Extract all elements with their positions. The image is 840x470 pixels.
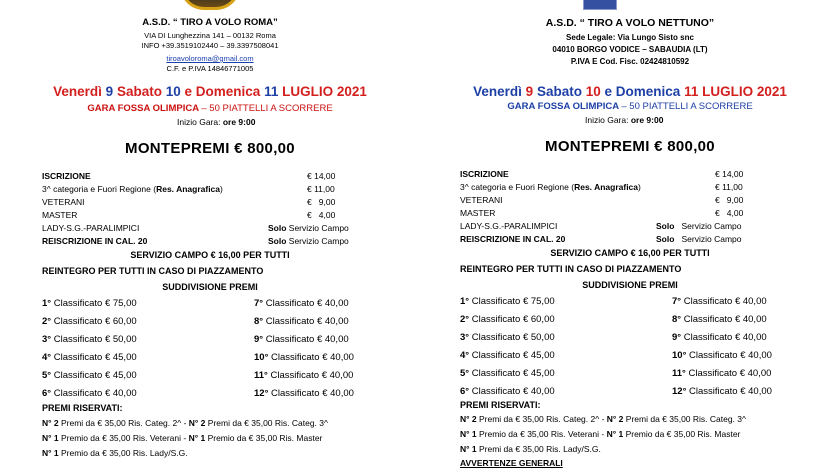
montepremi: MONTEPREMI € 800,00 bbox=[545, 138, 715, 155]
reserved-prize: N° 1 Premi da € 35,00 Ris. Lady/S.G. bbox=[460, 444, 601, 454]
prize-item: 6° Classificato € 40,00 bbox=[42, 388, 137, 399]
org-info: INFO +39.3519102440 – 39.3397508041 bbox=[141, 41, 279, 50]
reiscrizione-value: Solo Servizio Campo bbox=[656, 234, 742, 244]
prize-item: 3° Classificato € 50,00 bbox=[42, 334, 137, 345]
avvertenze-generali: AVVERTENZE GENERALI bbox=[460, 458, 563, 468]
email-link[interactable]: tiroavoloroma@gmail.com bbox=[166, 54, 254, 63]
start-time: Inizio Gara: ore 9:00 bbox=[177, 117, 256, 127]
premi-riservati: PREMI RISERVATI: bbox=[460, 400, 541, 410]
reserved-prize: N° 2 Premi da € 35,00 Ris. Categ. 2^ - N° 2 Premi da € 35,00 Ris. Categ. 3^ bbox=[42, 418, 328, 428]
fee-label: ISCRIZIONE bbox=[42, 171, 91, 181]
reiscrizione-label: REISCRIZIONE IN CAL. 20 bbox=[460, 234, 566, 244]
prize-item: 12° Classificato € 40,00 bbox=[254, 388, 354, 399]
prize-item: 7° Classificato € 40,00 bbox=[254, 298, 349, 309]
reserved-prize: N° 1 Premio da € 35,00 Ris. Lady/S.G. bbox=[42, 448, 188, 458]
org-info: 04010 BORGO VODICE – SABAUDIA (LT) bbox=[552, 45, 708, 54]
fee-label: VETERANI bbox=[460, 195, 503, 205]
reserved-prize: N° 1 Premio da € 35,00 Ris. Veterani - N° 1 Premio da € 35,00 Ris. Master bbox=[460, 429, 741, 439]
reserved-prize: N° 1 Premio da € 35,00 Ris. Veterani - N° 1 Premio da € 35,00 Ris. Master bbox=[42, 433, 323, 443]
gara-title: GARA FOSSA OLIMPICA – 50 PIATTELLI A SCORRERE bbox=[507, 101, 753, 112]
servizio-campo: SERVIZIO CAMPO € 16,00 PER TUTTI bbox=[550, 248, 710, 258]
fee-value: € 14,00 bbox=[715, 169, 744, 179]
prize-item: 5° Classificato € 45,00 bbox=[460, 368, 555, 379]
fee-label: ISCRIZIONE bbox=[460, 169, 509, 179]
prize-item: 2° Classificato € 60,00 bbox=[460, 314, 555, 325]
prize-item: 11° Classificato € 40,00 bbox=[254, 370, 354, 381]
event-dates: Venerdì 9 Sabato 10 e Domenica 11 LUGLIO 2021 bbox=[473, 84, 787, 99]
fee-label: 3^ categoria e Fuori Regione (Res. Anagrafica) bbox=[42, 184, 223, 194]
prize-item: 10° Classificato € 40,00 bbox=[254, 352, 354, 363]
premi-riservati: PREMI RISERVATI: bbox=[42, 403, 123, 413]
fee-value: € 4,00 bbox=[715, 208, 744, 218]
org-name: A.S.D. “ TIRO A VOLO ROMA” bbox=[142, 17, 278, 28]
lady-label: LADY-S.G.-PARALIMPICI bbox=[460, 221, 558, 231]
gara-title: GARA FOSSA OLIMPICA – 50 PIATTELLI A SCORRERE bbox=[87, 103, 333, 114]
prize-item: 1° Classificato € 75,00 bbox=[460, 296, 555, 307]
fee-value: € 11,00 bbox=[307, 184, 335, 194]
prize-item: 8° Classificato € 40,00 bbox=[254, 316, 349, 327]
prize-item: 3° Classificato € 50,00 bbox=[460, 332, 555, 343]
reintegro: REINTEGRO PER TUTTI IN CASO DI PIAZZAMENTO bbox=[42, 266, 264, 276]
fee-value: € 9,00 bbox=[307, 197, 336, 207]
org-address: VIA DI Lunghezzina 141 – 00132 Roma bbox=[144, 31, 276, 40]
fee-label: 3^ categoria e Fuori Regione (Res. Anagrafica) bbox=[460, 182, 641, 192]
start-time: Inizio Gara: ore 9:00 bbox=[585, 115, 664, 125]
lady-value: Solo Servizio Campo bbox=[656, 221, 742, 231]
reintegro: REINTEGRO PER TUTTI IN CASO DI PIAZZAMENTO bbox=[460, 264, 682, 274]
fee-label: MASTER bbox=[460, 208, 496, 218]
prize-item: 8° Classificato € 40,00 bbox=[672, 314, 767, 325]
org-address: Sede Legale: Via Lungo Sisto snc bbox=[566, 33, 694, 42]
org-fiscal: P.IVA E Cod. Fisc. 02424810592 bbox=[570, 57, 690, 66]
fee-value: € 4,00 bbox=[307, 210, 336, 220]
org-name: A.S.D. “ TIRO A VOLO NETTUNO” bbox=[545, 17, 715, 29]
lady-label: LADY-S.G.-PARALIMPICI bbox=[42, 223, 140, 233]
suddivisione-premi: SUDDIVISIONE PREMI bbox=[162, 282, 258, 292]
prize-item: 9° Classificato € 40,00 bbox=[672, 332, 767, 343]
club-logo bbox=[583, 0, 617, 10]
prize-item: 4° Classificato € 45,00 bbox=[42, 352, 137, 363]
reiscrizione-value: Solo Servizio Campo bbox=[268, 236, 349, 246]
suddivisione-premi: SUDDIVISIONE PREMI bbox=[582, 280, 678, 290]
prize-item: 4° Classificato € 45,00 bbox=[460, 350, 555, 361]
reserved-prize: N° 2 Premi da € 35,00 Ris. Categ. 2^ - N° 2 Premi da € 35,00 Ris. Categ. 3^ bbox=[460, 414, 746, 424]
prize-item: 1° Classificato € 75,00 bbox=[42, 298, 137, 309]
club-logo bbox=[180, 0, 240, 10]
prize-item: 12° Classificato € 40,00 bbox=[672, 386, 772, 397]
flyer-right bbox=[420, 0, 840, 470]
fee-value: € 11,00 bbox=[715, 182, 743, 192]
fee-value: € 9,00 bbox=[715, 195, 744, 205]
fee-value: € 14,00 bbox=[307, 171, 336, 181]
reiscrizione-label: REISCRIZIONE IN CAL. 20 bbox=[42, 236, 148, 246]
prize-item: 10° Classificato € 40,00 bbox=[672, 350, 772, 361]
prize-item: 7° Classificato € 40,00 bbox=[672, 296, 767, 307]
servizio-campo: SERVIZIO CAMPO € 16,00 PER TUTTI bbox=[130, 250, 290, 260]
org-fiscal: C.F. e P.IVA 14846771005 bbox=[166, 64, 254, 73]
lady-value: Solo Servizio Campo bbox=[268, 223, 349, 233]
event-dates: Venerdì 9 Sabato 10 e Domenica 11 LUGLIO 2021 bbox=[53, 84, 367, 99]
prize-item: 11° Classificato € 40,00 bbox=[672, 368, 772, 379]
prize-item: 5° Classificato € 45,00 bbox=[42, 370, 137, 381]
prize-item: 2° Classificato € 60,00 bbox=[42, 316, 137, 327]
prize-item: 9° Classificato € 40,00 bbox=[254, 334, 349, 345]
montepremi: MONTEPREMI € 800,00 bbox=[125, 140, 295, 157]
fee-label: MASTER bbox=[42, 210, 78, 220]
fee-label: VETERANI bbox=[42, 197, 85, 207]
prize-item: 6° Classificato € 40,00 bbox=[460, 386, 555, 397]
